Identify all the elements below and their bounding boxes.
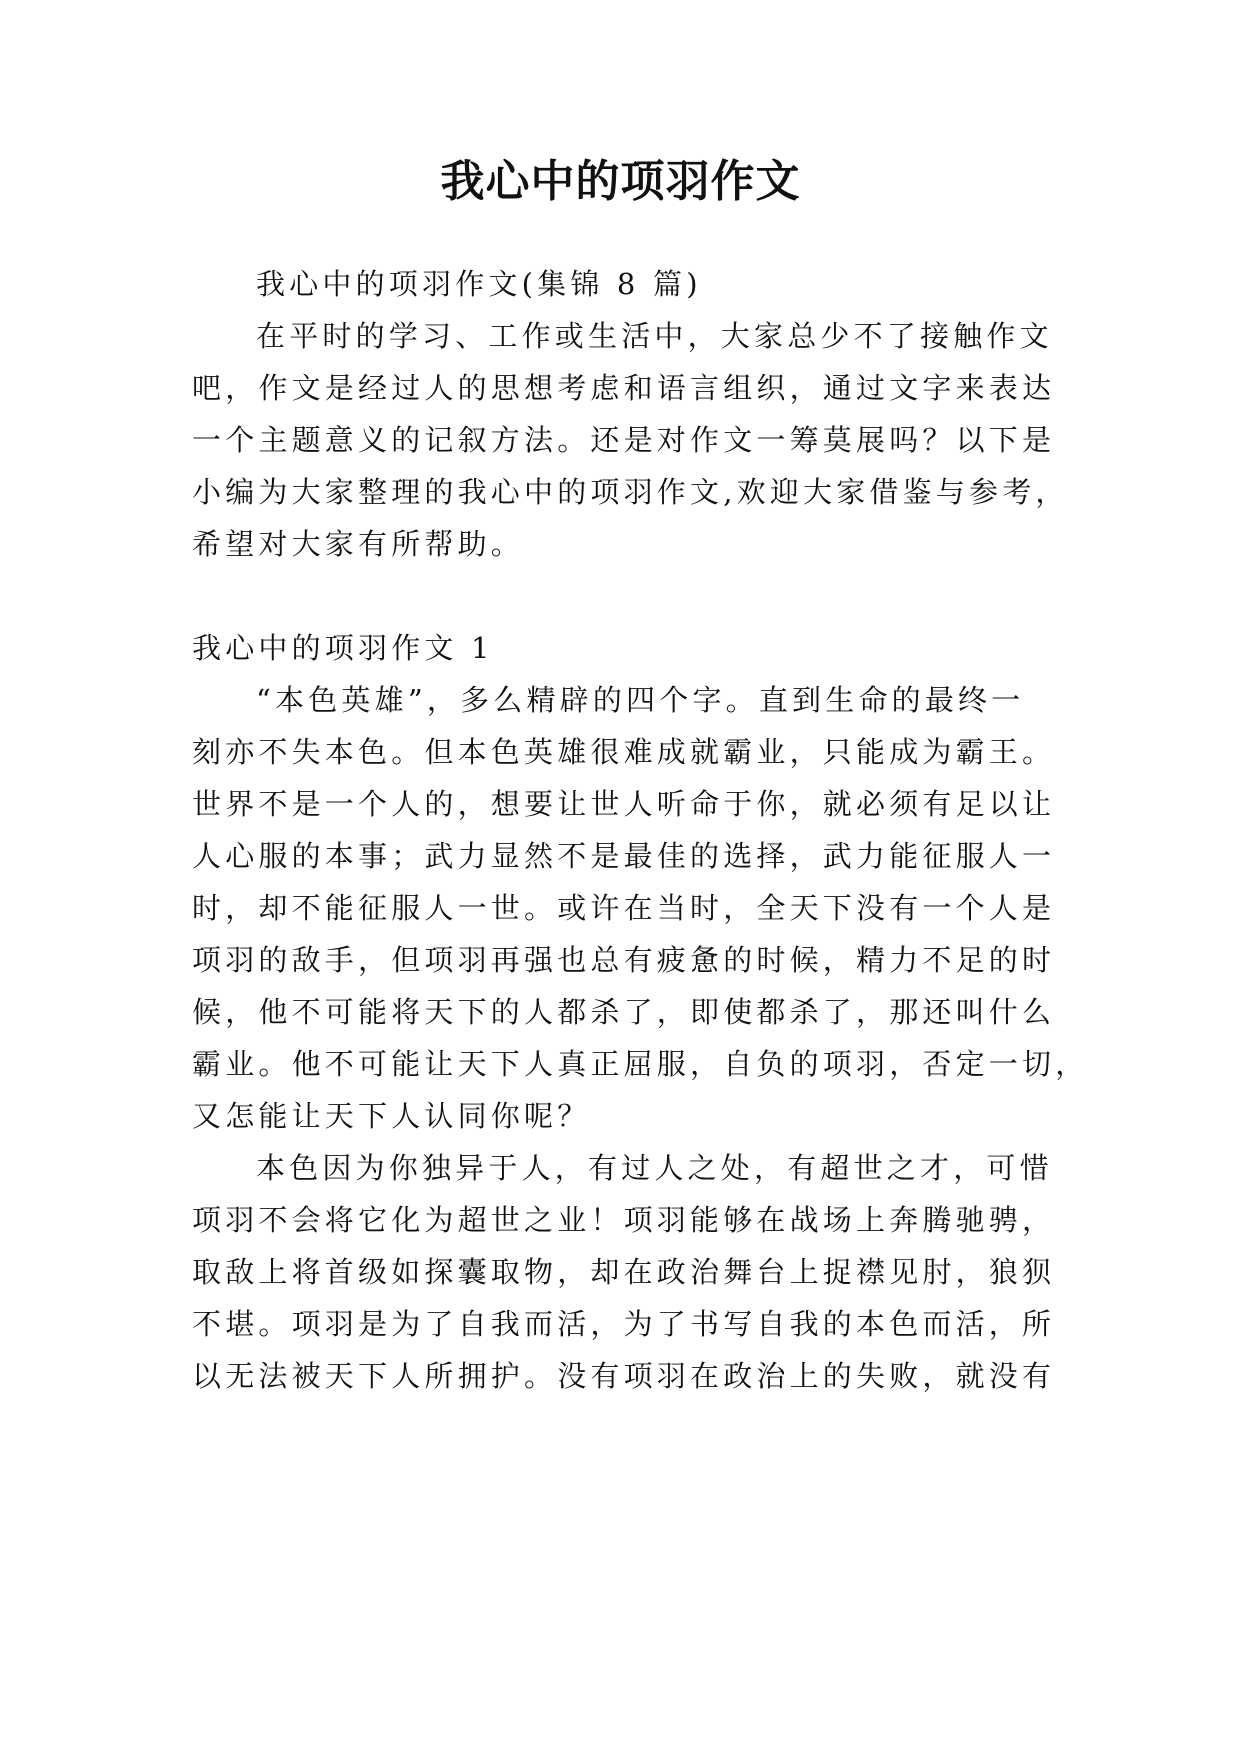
- body-line: 又怎能让天下人认同你呢？: [192, 1099, 591, 1133]
- intro-line: 吧，作文是经过人的思想考虑和语言组织，通过文字来表达: [192, 371, 1056, 405]
- body-line: 候，他不可能将天下的人都杀了，即使都杀了，那还叫什么: [192, 995, 1056, 1029]
- body-line: 以无法被天下人所拥护。没有项羽在政治上的失败，就没有: [192, 1359, 1056, 1393]
- body-line: 世界不是一个人的，想要让世人听命于你，就必须有足以让: [192, 787, 1056, 821]
- body-line: 时，却不能征服人一世。或许在当时，全天下没有一个人是: [192, 891, 1056, 925]
- intro-line: 希望对大家有所帮助。: [192, 527, 525, 561]
- body-line: 取敌上将首级如探囊取物，却在政治舞台上捉襟见肘，狼狈: [192, 1255, 1056, 1289]
- body-line: 本色因为你独异于人，有过人之处，有超世之才，可惜: [256, 1151, 1053, 1185]
- body-line: 刻亦不失本色。但本色英雄很难成就霸业，只能成为霸王。: [192, 735, 1056, 769]
- body-line: 项羽的敌手，但项羽再强也总有疲惫的时候，精力不足的时: [192, 943, 1056, 977]
- body-line: 人心服的本事；武力显然不是最佳的选择，武力能征服人一: [192, 839, 1056, 873]
- body-line: 项羽不会将它化为超世之业！项羽能够在战场上奔腾驰骋，: [192, 1203, 1056, 1237]
- body-line: 霸业。他不可能让天下人真正屈服，自负的项羽，否定一切，: [192, 1047, 1089, 1081]
- intro-subtitle: 我心中的项羽作文(集锦 8 篇): [256, 267, 702, 301]
- section-heading: 我心中的项羽作文 1: [192, 631, 494, 665]
- document-title: 我心中的项羽作文: [440, 156, 801, 207]
- intro-line: 一个主题意义的记叙方法。还是对作文一筹莫展吗？以下是: [192, 423, 1056, 457]
- intro-line: 小编为大家整理的我心中的项羽作文,欢迎大家借鉴与参考，: [192, 475, 1069, 509]
- intro-line: 在平时的学习、工作或生活中，大家总少不了接触作文: [256, 319, 1053, 353]
- body-line: “本色英雄”，多么精辟的四个字。直到生命的最终一: [256, 683, 1025, 717]
- body-line: 不堪。项羽是为了自我而活，为了书写自我的本色而活，所: [192, 1307, 1056, 1341]
